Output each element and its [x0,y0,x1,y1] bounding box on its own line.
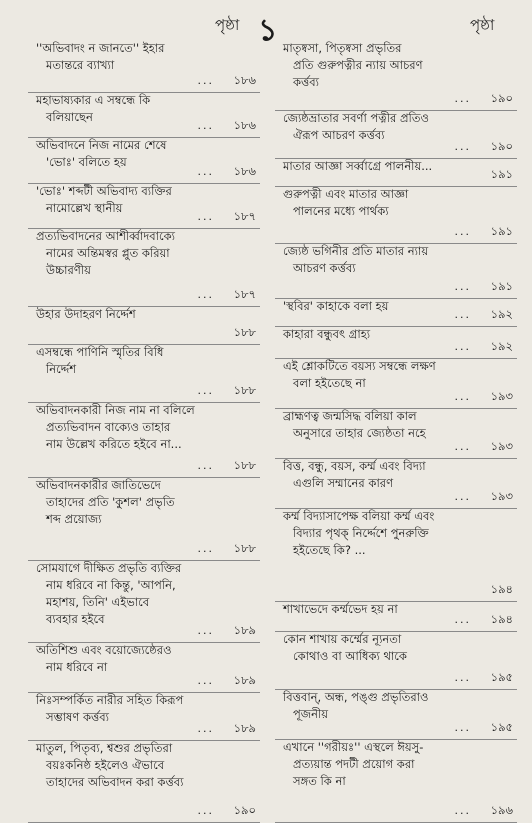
entry-text-line: এখানে ''গরীয়ঃ'' এস্থলে ঈয়সু- [283,740,424,754]
index-entry [275,689,517,740]
index-entry [275,186,517,244]
entry-text-line: পূজনীয় [293,707,329,721]
entry-text-line: অতিশিশু এবং বয়োজ্যেষ্ঠেরও [36,643,172,657]
entry-text-line: ব্রাহ্মণত্ব জন্মসিদ্ধ বলিয়া কাল [283,409,417,423]
index-entry [28,92,260,138]
entry-page-number: ১৮৮ [233,458,256,472]
leader-dots: ... [197,804,214,817]
entry-text-line: বিদ্যার পৃথক্ নির্দ্দেশে পুনরুক্তি [293,526,429,540]
leader-dots: ... [454,92,471,105]
entry-text-line: 'স্থবির' কাহাকে বলা হয় [283,299,389,313]
index-entry [28,560,260,643]
leader-dots: ... [197,624,214,637]
entry-text-line: জ্যেষ্ঠভ্রাতার সবর্ণা পত্নীর প্রতিও [283,111,429,125]
entry-text-line: 'ভোঃ' শব্দটী অভিবাদ্য ব্যক্তির [36,184,172,198]
entry-text-line: মতান্তরে ব্যাখ্যা [46,58,115,72]
entry-text-line: বলিয়াছেন [46,110,93,124]
index-entry [275,298,517,327]
leader-dots: ... [197,722,214,735]
index-entry [28,183,260,229]
entry-page-number: ১৮৮ [233,383,256,397]
entry-page-number: ১৯০ [490,91,513,105]
leader-dots: ... [454,721,471,734]
leader-dots: ... [197,459,214,472]
entry-text-line: সঙ্গত কি না [293,774,346,788]
entry-text-line: বয়ঃকনিষ্ঠ হইলেও ঐভাবে [46,758,165,772]
index-entry [275,739,517,823]
index-entry [275,508,517,602]
entry-text-line: অভিবাদনকারী নিজ নাম না বলিলে [36,403,195,417]
index-entry [275,40,517,111]
entry-page-number: ১৮৭ [233,287,256,301]
entry-text-line: কোথাও বা আধিক্য থাকে [293,649,407,663]
leader-dots: ... [454,140,471,153]
index-entry [28,642,260,693]
entry-page-number: ১৯১ [490,279,513,293]
index-entry [28,344,260,403]
entry-text-line: মহাভাষ্যকার এ সম্বন্ধে কি [36,93,151,107]
index-entry [275,158,517,187]
leader-dots: ... [454,671,471,684]
entry-text-line: অভিবাদনকারীর জাতিভেদে [36,478,161,492]
leader-dots: ... [197,74,214,87]
entry-text-line: অনুসারে তাহার জ্যেষ্ঠতা নহে [293,426,426,440]
entry-page-number: ১৮৬ [233,73,256,87]
entry-page-number: ১৯১ [490,167,513,181]
entry-text-line: উহার উদাহরণ নির্দ্দেশ [36,307,136,321]
entry-text-line: পালনের মধ্যে পার্থক্য [293,204,389,218]
entry-text-line: বিত্তবান্, অন্ধ, পঙ্গু প্রভৃতিরাও [283,690,429,704]
index-entry [275,601,517,632]
entry-page-number: ১৯৩ [490,439,513,453]
index-entry [275,326,517,359]
entry-page-number: ১৯২ [490,339,513,353]
entry-page-number: ১৮৭ [233,209,256,223]
leader-dots: ... [454,390,471,403]
entry-text-line: কর্ত্তব্য [293,75,320,89]
entry-page-number: ১৮৬ [233,118,256,132]
entry-text-line: নাম উল্লেখ করিতে হইবে না... [46,437,182,451]
entry-page-number: ১৯০ [233,803,256,817]
entry-text-line: কর্ম্ম বিদ্যাসাপেক্ষ বলিয়া কর্ম্ম এবং [283,509,435,523]
entry-page-number: ১৮৬ [233,164,256,178]
leader-dots: ... [197,165,214,178]
entry-page-number: ১৯৬ [490,803,513,817]
entry-text-line: তাহাদের প্রতি 'কুশল' প্রভৃতি [46,495,175,509]
entry-page-number: ১৯৫ [490,670,513,684]
leader-dots: ... [197,542,214,555]
index-entry [28,477,260,561]
entry-text-line: হইতেছে কি? ... [293,543,366,557]
entry-text-line: তাহাদের অভিবাদন করা কর্ত্তব্য [46,775,184,789]
index-entry [28,402,260,478]
entry-text-line: নামের অন্তিমস্বর প্লুত করিয়া [46,246,170,260]
entry-text-line: প্রত্যয়ান্ত পদটী প্রয়োগ করা [293,757,415,771]
leader-dots: ... [454,225,471,238]
leader-dots: ... [454,340,471,353]
entry-text-line: আচরণ কর্ত্তব্য [293,261,356,275]
entry-page-number: ১৮৯ [233,623,256,637]
entry-text-line: ব্যবহার হইবে [46,612,105,626]
entry-text-line: নাম ধরিবে না কিন্তু, 'আপনি, [46,578,176,592]
leader-dots: ... [197,119,214,132]
page-column-label-right: পৃষ্ঠা [470,16,495,34]
entry-page-number: ১৮৯ [233,673,256,687]
leader-dots: ... [454,490,471,503]
entry-text-line: এই শ্লোকটিতে বয়স্য সম্বন্ধে লক্ষণ [283,359,436,373]
index-entry [28,306,260,345]
entry-text-line: এগুলি সম্মানের কারণ [293,476,394,490]
leader-dots: ... [197,210,214,223]
index-entry [275,408,517,459]
index-entry [28,40,260,93]
entry-page-number: ১৯৩ [490,389,513,403]
entry-text-line: এসম্বন্ধে পাণিনি স্মৃতির বিধি [36,345,164,359]
entry-text-line: উচ্চারণীয় [46,263,91,277]
entry-page-number: ১৮৮ [233,541,256,555]
entry-page-number: ১৯৪ [490,612,513,626]
leader-dots: ... [454,280,471,293]
entry-text-line: নাম ধরিবে না [46,660,108,674]
leader-dots: ... [197,384,214,397]
entry-text-line: নির্দ্দেশ [46,362,77,376]
index-entry [275,243,517,299]
leader-dots: ... [454,308,471,321]
entry-text-line: মাতৃষ্বসা, পিতৃষ্বসা প্রভৃতির [283,41,402,55]
leader-dots: ... [454,440,471,453]
entry-text-line: প্রত্যভিবাদনের আশীর্ব্বাদবাক্যে [36,229,175,243]
entry-page-number: ১৯৪ [490,582,513,596]
entry-text-line: কোন শাখায় কর্ম্মের ন্যূনতা [283,632,402,646]
entry-text-line: অভিবাদনে নিজ নামের শেষে [36,138,167,152]
entry-page-number: ১৯২ [490,307,513,321]
entry-text-line: সোমযাগে দীক্ষিত প্রভৃতি ব্যক্তির [36,561,182,575]
entry-text-line: ''অভিবাদং ন জানতে'' ইহার [36,41,165,55]
entry-text-line: বলা হইতেছে না [293,376,366,390]
entry-text-line: কাহারা বন্ধুবৎ গ্রাহ্য [283,327,371,341]
entry-text-line: মাতার আজ্ঞা সর্ব্বাগ্রে পালনীয়... [283,159,433,173]
entry-text-line: গুরুপত্নী এবং মাতার আজ্ঞা [283,187,409,201]
entry-text-line: জ্যেষ্ঠ ভগিনীর প্রতি মাতার ন্যায় [283,244,429,258]
entry-text-line: ঐরূপ আচরণ কর্ত্তব্য [293,128,385,142]
page-number: ১ [258,13,278,48]
entry-page-number: ১৯৩ [490,489,513,503]
entry-text-line: নামোল্লেখ স্থানীয় [46,201,123,215]
entry-page-number: ১৯১ [490,224,513,238]
entry-page-number: ১৮৮ [233,325,256,339]
entry-text-line: মহাশয়, তিনি' এইভাবে [46,595,150,609]
index-entry [275,358,517,409]
index-entry [275,458,517,509]
leader-dots: ... [197,288,214,301]
leader-dots: ... [197,674,214,687]
entry-text-line: নিঃসম্পর্কিত নারীর সহিত কিরূপ [36,693,184,707]
index-entry [28,228,260,307]
index-entry [28,692,260,741]
entry-text-line: বিত্ত, বন্ধু, বয়স, কর্ম্ম এবং বিদ্যা [283,459,426,473]
entry-text-line: মাতুল, পিতৃব্য, শ্বশুর প্রভৃতিরা [36,741,173,755]
entry-page-number: ১৯০ [490,139,513,153]
entry-text-line: শব্দ প্রয়োজ্য [46,512,102,526]
index-entry [275,631,517,690]
index-entry [275,110,517,159]
entry-page-number: ১৯৫ [490,720,513,734]
entry-text-line: সম্ভাষণ কর্ত্তব্য [46,710,109,724]
entry-text-line: প্রত্যভিবাদন বাক্যেও তাহার [46,420,171,434]
entry-text-line: 'ভোঃ' বলিতে হয় [46,155,127,169]
entry-text-line: শাখাভেদে কর্ম্মভেদ হয় না [283,602,398,616]
entry-page-number: ১৮৯ [233,721,256,735]
page-column-label-left: পৃষ্ঠা [215,16,240,34]
index-entry [28,740,260,823]
leader-dots: ... [454,804,471,817]
leader-dots: ... [454,613,471,626]
entry-text-line: প্রতি গুরুপত্নীর ন্যায় আচরণ [293,58,423,72]
index-entry [28,137,260,184]
